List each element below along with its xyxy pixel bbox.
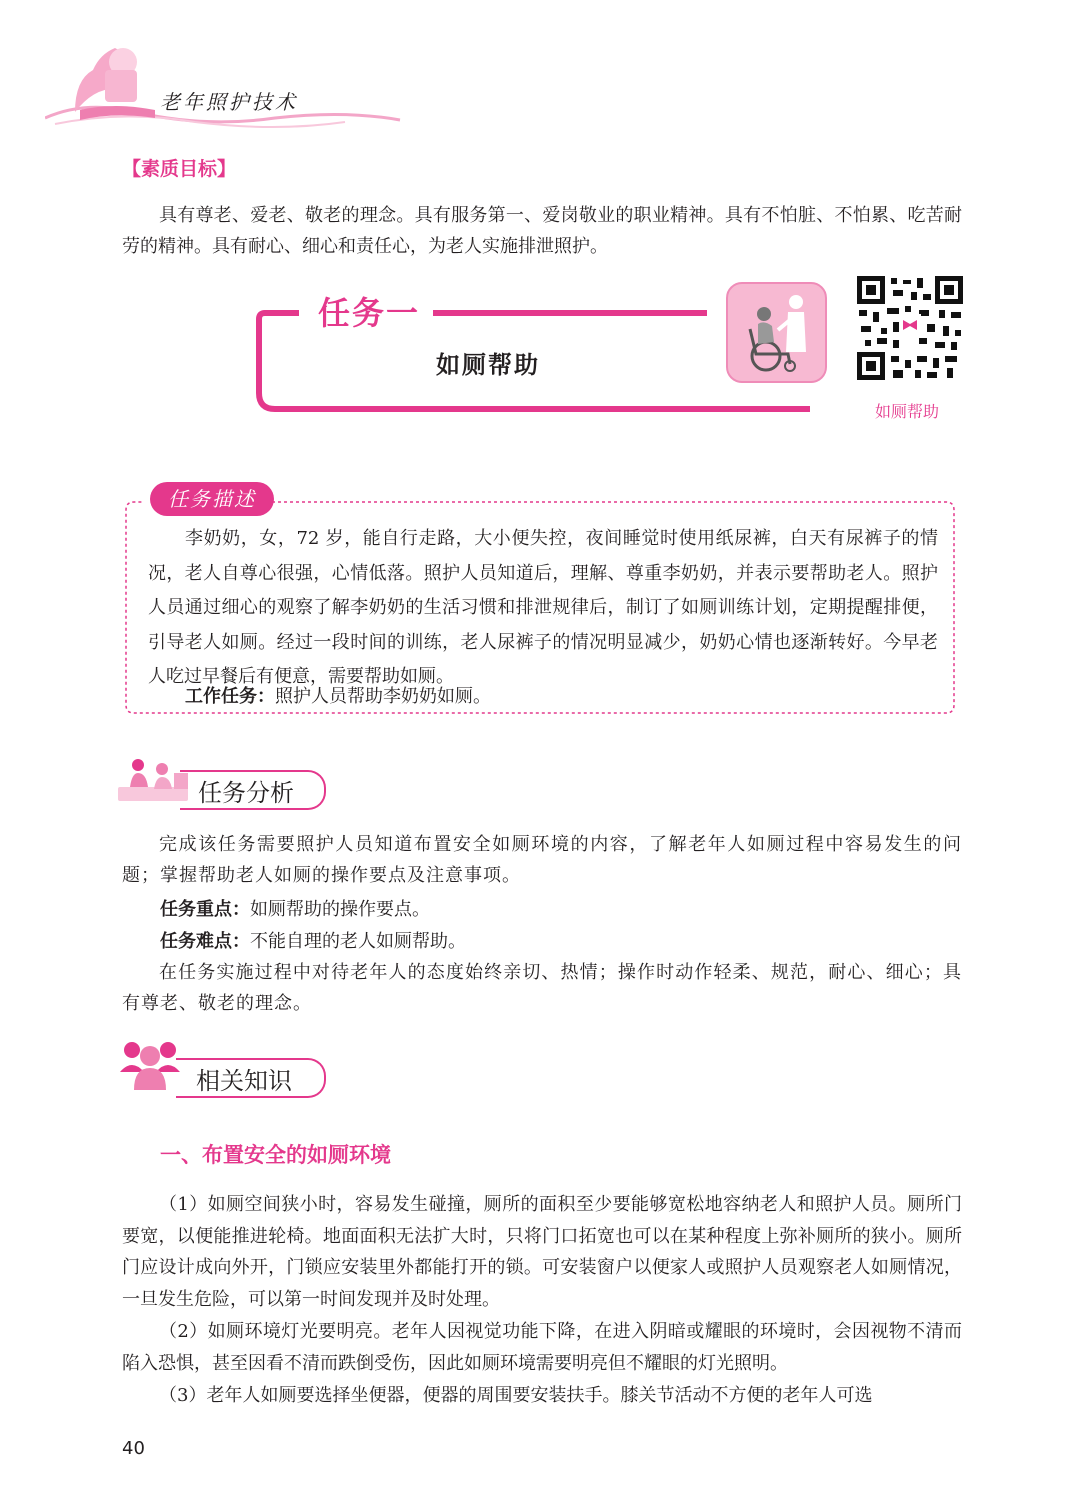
task-difficulty-text: 不能自理的老人如厕帮助。 — [250, 931, 466, 952]
task-difficulty — [160, 926, 466, 957]
task-description-text: 李奶奶，女，72 岁，能自行走路，大小便失控，夜间睡觉时使用纸尿裤，白天有尿裤子的情况，老人自尊心很强，心情低落。照护人员知道后，理解、尊重李奶奶，并表示要帮助老人。照护人员通过细心的观察了解李奶奶的生活习惯和排泄规律后，制订了如厕训练计划，定期提醒排便，引导老人如厕。经过一段时间的训练，老人尿裤子的情况明显减少，奶奶心情也逐渐转好。今早老人吃过早餐后有便意，需要帮助如厕。 — [148, 528, 938, 687]
task-analysis-heading: 任务分析 — [198, 779, 294, 807]
knowledge-heading: 相关知识 — [196, 1067, 292, 1095]
task-analysis-p1: 完成该任务需要照护人员知道布置安全如厕环境的内容，了解老年人如厕过程中容易发生的问题；掌握帮助老人如厕的操作要点及注意事项。 — [122, 834, 962, 886]
task-analysis-p2: 在任务实施过程中对待老年人的态度始终亲切、热情；操作时动作轻柔、规范，耐心、细心；具有尊老、敬老的理念。 — [122, 962, 962, 1014]
task-title: 如厕帮助 — [436, 350, 540, 379]
task-number: 任务一 — [318, 294, 421, 332]
nurse-wheelchair-icon — [726, 282, 827, 383]
work-task-text: 照护人员帮助李奶奶如厕。 — [275, 686, 491, 707]
task-description-label: 任务描述 — [150, 482, 274, 516]
knowledge-p2: （2）如厕环境灯光要明亮。老年人因视觉功能下降，在进入阴暗或耀眼的环境时，会因视物不清而陷入恐惧，甚至因看不清而跌倒受伤，因此如厕环境需要明亮但不耀眼的灯光照明。 — [122, 1321, 962, 1374]
task-key-text: 如厕帮助的操作要点。 — [250, 899, 430, 920]
quality-goals-heading: 【素质目标】 — [122, 158, 237, 180]
qr-caption: 如厕帮助 — [875, 402, 940, 421]
task-key — [160, 894, 430, 925]
qr-code-icon[interactable] — [857, 276, 963, 380]
task-difficulty-label: 任务难点： — [160, 931, 250, 952]
section-title: 一、布置安全的如厕环境 — [160, 1142, 391, 1167]
quality-goals-text: 具有尊老、爱老、敬老的理念。具有服务第一、爱岗敬业的职业精神。具有不怕脏、不怕累、吃苦耐劳的精神。具有耐心、细心和责任心，为老人实施排泄照护。 — [122, 205, 962, 257]
book-title: 老年照护技术 — [160, 90, 298, 114]
knowledge-p3: （3）老年人如厕要选择坐便器，便器的周围要安装扶手。膝关节活动不方便的老年人可选 — [159, 1385, 873, 1406]
header-decoration-icon — [45, 40, 405, 130]
people-group-icon — [120, 1038, 180, 1092]
work-task — [185, 681, 925, 712]
knowledge-p1: （1）如厕空间狭小时，容易发生碰撞，厕所的面积至少要能够宽松地容纳老人和照护人员。厕所门要宽，以便能推进轮椅。地面面积无法扩大时，只将门口拓宽也可以在某种程度上弥补厕所的狭小。厕所门应设计成向外开，门锁应安装里外都能打开的锁。可安装窗户以便家人或照护人员观察老人如厕情况，一旦发生危险，可以第一时间发现并及时处理。 — [122, 1194, 962, 1310]
task-key-label: 任务重点： — [160, 899, 250, 920]
page-number: 40 — [122, 1438, 145, 1459]
work-task-label: 工作任务： — [185, 686, 275, 707]
